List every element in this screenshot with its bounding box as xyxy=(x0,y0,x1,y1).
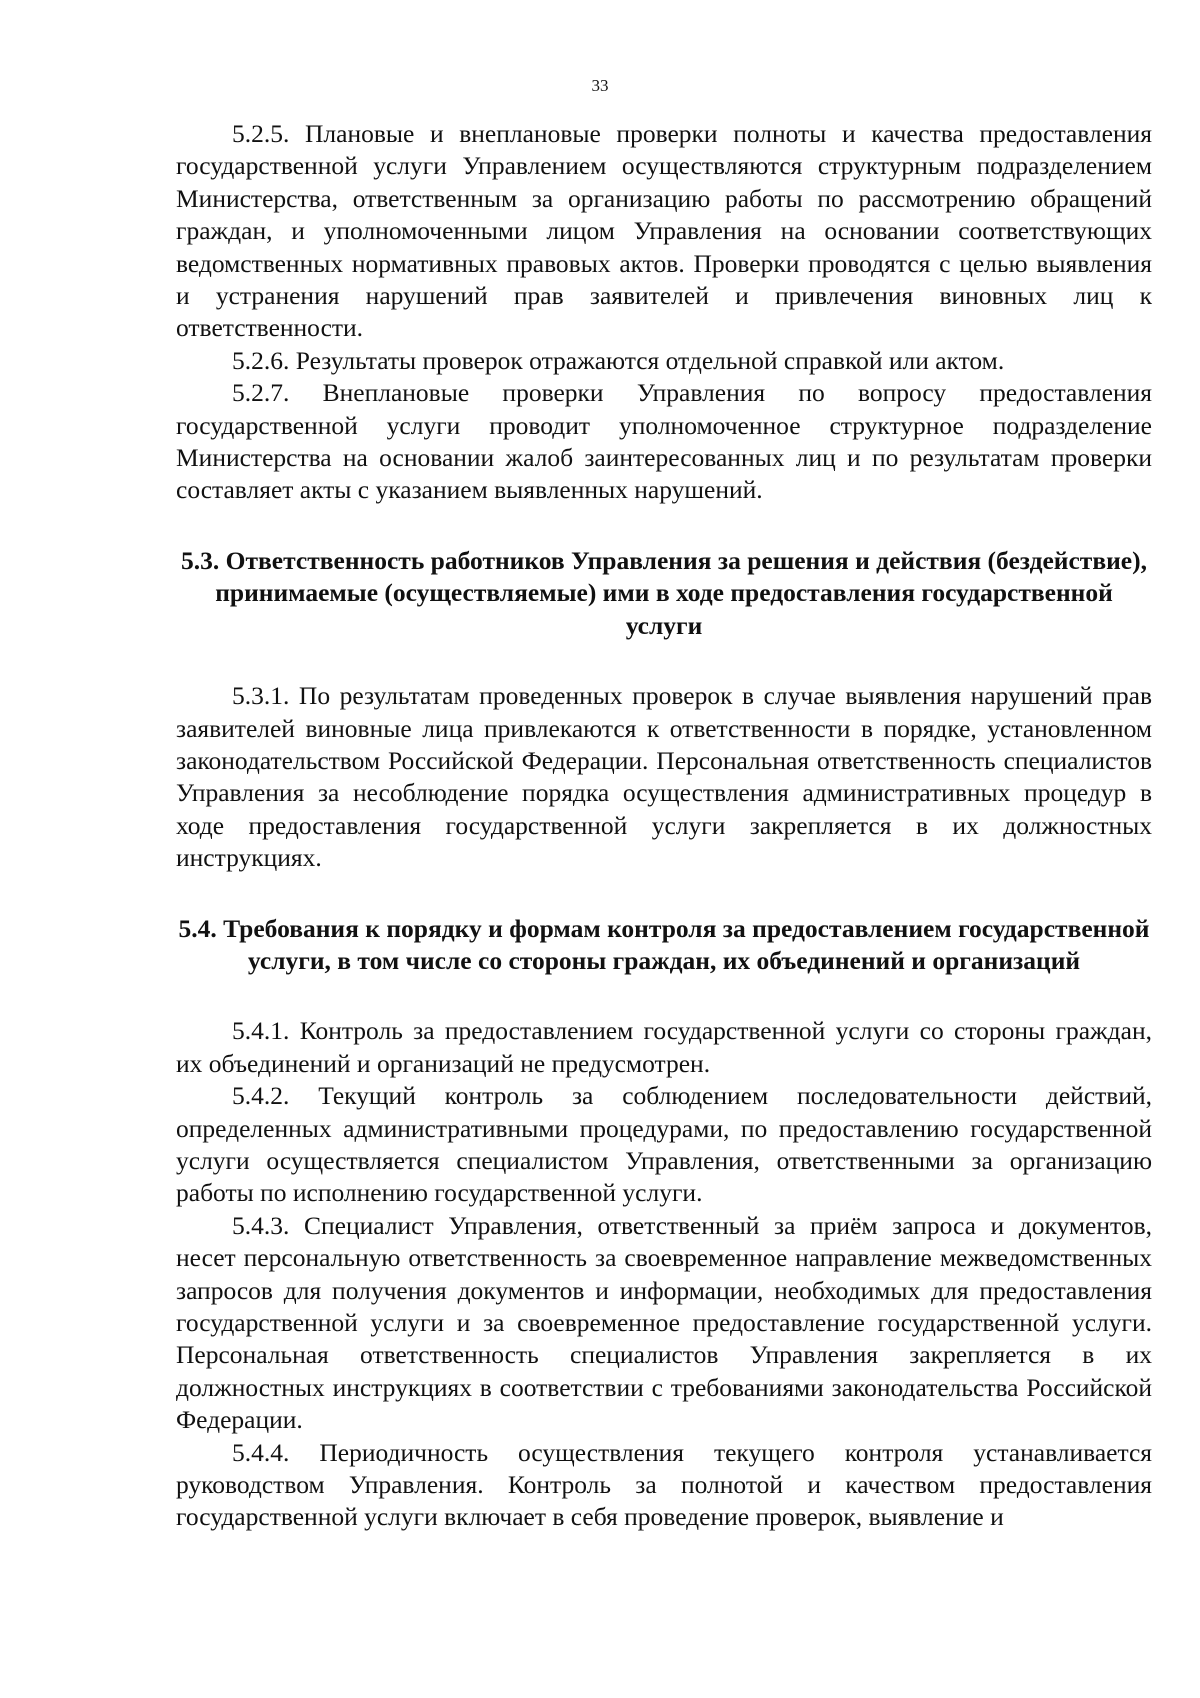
paragraph-5-4-2: 5.4.2. Текущий контроль за соблюдением последовательности действий, определенных административными процедурами, по предоставлению государственной услуги осуществляется специалистом Управления, ответственными за организацию работы по исполнению государственной услуги. xyxy=(176,1081,1152,1208)
paragraph-5-2-5: 5.2.5. Плановые и внеплановые проверки полноты и качества предоставления государственной услуги Управлением осуществляются структурным подразделением Министерства, ответственным за организацию работы по рассмотрению обращений граждан, и уполномоченными лицом Управления на основании соответствующих ведомственных нормативных правовых актов. Проверки проводятся с целью выявления и устранения нарушений прав заявителей и привлечения виновных лиц к ответственности. xyxy=(176,119,1152,343)
page-number: 33 xyxy=(591,76,609,95)
paragraph-5-2-6: 5.2.6. Результаты проверок отражаются отдельной справкой или актом. xyxy=(232,345,1005,375)
section-heading-5-4: 5.4. Требования к порядку и формам контроля за предоставлением государственной услуги, в том числе со стороны граждан, их объединений и организаций xyxy=(178,913,1150,975)
paragraph-5-4-1: 5.4.1. Контроль за предоставлением государственной услуги со стороны граждан, их объединений и организаций не предусмотрен. xyxy=(176,1016,1152,1078)
page-body xyxy=(176,118,1152,1534)
paragraph-5-4-4: 5.4.4. Периодичность осуществления текущего контроля устанавливается руководством Управления. Контроль за полнотой и качеством предоставления государственной услуги включает в себя проведение проверок, выявление и xyxy=(176,1437,1152,1532)
section-heading-5-3: 5.3. Ответственность работников Управления за решения и действия (бездействие), принимаемые (осуществляемые) ими в ходе предоставления государственной услуги xyxy=(181,545,1147,640)
paragraph-5-3-1: 5.3.1. По результатам проведенных проверок в случае выявления нарушений прав заявителей виновные лица привлекаются к ответственности в порядке, установленном законодательством Российской Федерации. Персональная ответственность специалистов Управления за несоблюдение порядка осуществления административных процедур в ходе предоставления государственной услуги закрепляется в их должностных инструкциях. xyxy=(176,681,1152,873)
paragraph-5-4-3: 5.4.3. Специалист Управления, ответственный за приём запроса и документов, несет персональную ответственность за своевременное направление межведомственных запросов для получения документов и информации, необходимых для предоставления государственной услуги и за своевременное предоставление государственной услуги. Персональная ответственность специалистов Управления закрепляется в их должностных инструкциях в соответствии с требованиями законодательства Российской Федерации. xyxy=(176,1210,1152,1435)
paragraph-5-2-7: 5.2.7. Внеплановые проверки Управления по вопросу предоставления государственной услуги проводит уполномоченное структурное подразделение Министерства на основании жалоб заинтересованных лиц и по результатам проверки составляет акты с указанием выявленных нарушений. xyxy=(176,378,1152,505)
